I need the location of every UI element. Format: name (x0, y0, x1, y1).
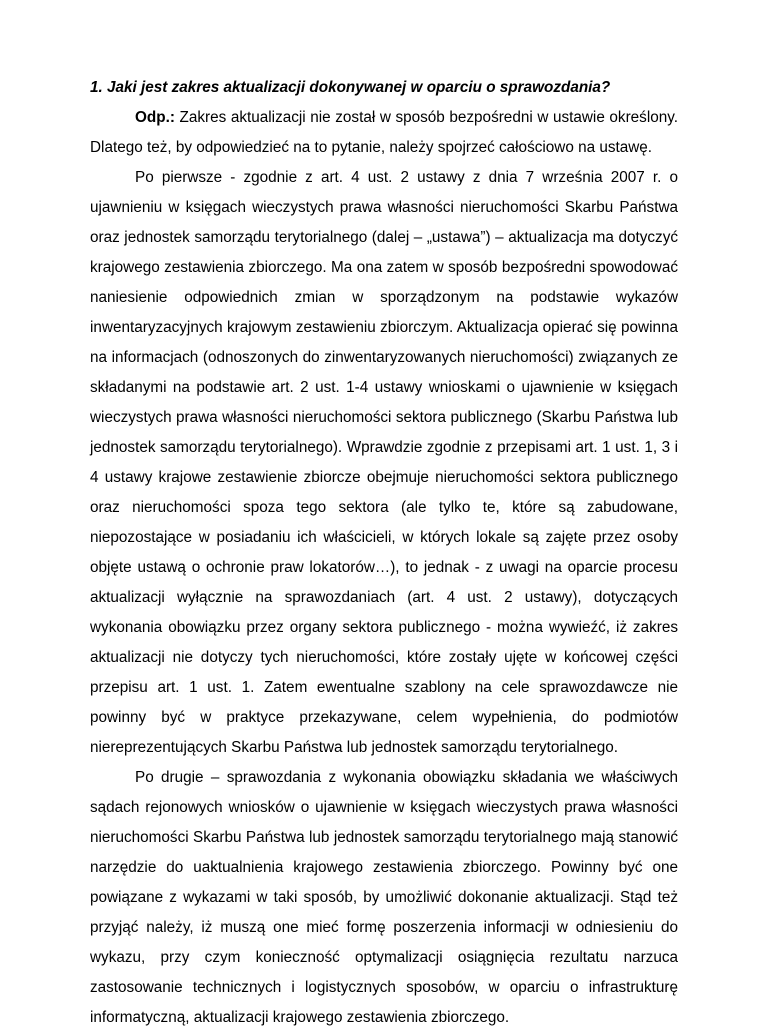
document-page (90, 73, 678, 1033)
answer-paragraph (90, 103, 678, 163)
answer-label: Odp.: (135, 109, 175, 126)
question-heading: 1. Jaki jest zakres aktualizacji dokonywanej w oparciu o sprawozdania? (90, 79, 611, 96)
paragraph-second-point: Po drugie – sprawozdania z wykonania obowiązku składania we właściwych sądach rejonowych wniosków o ujawnienie w księgach wieczystych prawa własności nieruchomości Skarbu Państwa lub jednostek samorządu terytorialnego mają stanowić narzędzie do uaktualnienia krajowego zestawienia zbiorczego. Powinny być one powiązane z wykazami w taki sposób, by umożliwić dokonanie aktualizacji. Stąd też przyjąć należy, iż muszą one mieć formę poszerzenia informacji w odniesieniu do wykazu, przy czym konieczność optymalizacji osiągnięcia rezultatu narzuca zastosowanie technicznych i logistycznych sposobów, w oparciu o infrastrukturę informatyczną, aktualizacji krajowego zestawienia zbiorczego. (90, 769, 678, 1026)
answer-intro-text: Zakres aktualizacji nie został w sposób bezpośredni w ustawie określony. Dlatego też, by odpowiedzieć na to pytanie, należy spojrzeć całościowo na ustawę. (90, 109, 678, 156)
paragraph-first-point: Po pierwsze - zgodnie z art. 4 ust. 2 ustawy z dnia 7 września 2007 r. o ujawnieniu w księgach wieczystych prawa własności nieruchomości Skarbu Państwa oraz jednostek samorządu terytorialnego (dalej – „ustawa”) – aktualizacja ma dotyczyć krajowego zestawienia zbiorczego. Ma ona zatem w sposób bezpośredni spowodować naniesienie odpowiednich zmian w sporządzonym na podstawie wykazów inwentaryzacyjnych krajowym zestawieniu zbiorczym. Aktualizacja opierać się powinna na informacjach (odnoszonych do zinwentaryzowanych nieruchomości) związanych ze składanymi na podstawie art. 2 ust. 1-4 ustawy wnioskami o ujawnienie w księgach wieczystych prawa własności nieruchomości sektora publicznego (Skarbu Państwa lub jednostek samorządu terytorialnego). Wprawdzie zgodnie z przepisami art. 1 ust. 1, 3 i 4 ustawy krajowe zestawienie zbiorcze obejmuje nieruchomości sektora publicznego oraz nieruchomości spoza tego sektora (ale tylko te, które są zabudowane, niepozostające w posiadaniu ich właścicieli, w których lokale są zajęte przez osoby objęte ustawą o ochronie praw lokatorów…), to jednak - z uwagi na oparcie procesu aktualizacji wyłącznie na sprawozdaniach (art. 4 ust. 2 ustawy), dotyczących wykonania obowiązku przez organy sektora publicznego - można wywieźć, iż zakres aktualizacji nie dotyczy tych nieruchomości, które zostały ujęte w końcowej części przepisu art. 1 ust. 1. Zatem ewentualne szablony na cele sprawozdawcze nie powinny być w praktyce przekazywane, celem wypełnienia, do podmiotów niereprezentujących Skarbu Państwa lub jednostek samorządu terytorialnego. (90, 169, 678, 756)
